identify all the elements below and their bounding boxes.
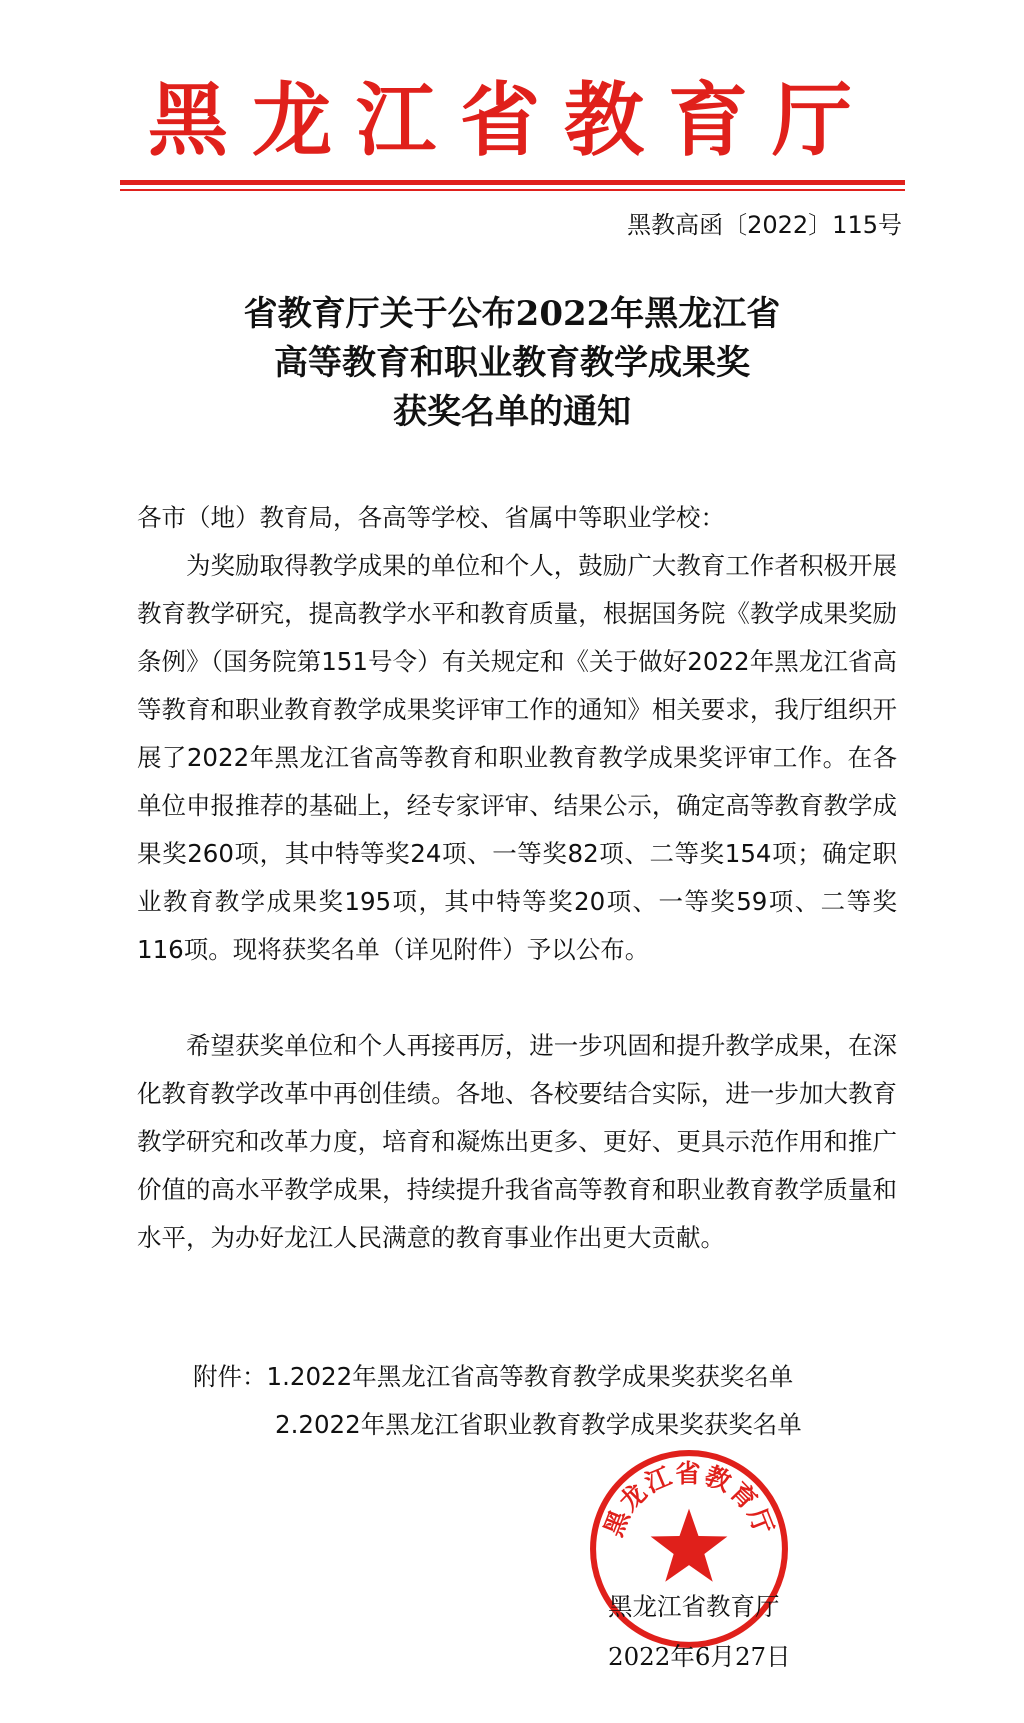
title-line-3: 获奖名单的通知: [393, 392, 631, 432]
body-paragraph-1: 为奖励取得教学成果的单位和个人，鼓励广大教育工作者积极开展教育教学研究，提高教学水平和教育质量，根据国务院《教学成果奖励条例》（国务院第151号令）有关规定和《关于做好2022年黑龙江省高等教育和职业教育教学成果奖评审工作的通知》相关要求，我厅组织开展了2022年黑龙江省高等教育和职业教育教学成果奖评审工作。在各单位申报推荐的基础上，经专家评审、结果公示，确定高等教育教学成果奖260项，其中特等奖24项、一等奖82项、二等奖154项；确定职业教育教学成果奖195项，其中特等奖20项、一等奖59项、二等奖116项。现将获奖名单（详见附件）予以公布。: [137, 551, 897, 964]
title-line-2: 高等教育和职业教育教学成果奖: [274, 343, 750, 383]
masthead-rule-thin: [120, 189, 905, 191]
attachments-label: 附件：: [193, 1362, 267, 1391]
masthead-rule-thick: [120, 180, 905, 185]
attachment-item-2: 2.2022年黑龙江省职业教育教学成果奖获奖名单: [275, 1410, 802, 1439]
attachment-line-1: [193, 1353, 802, 1401]
signature-organization: 黑龙江省教育厅: [608, 1592, 780, 1621]
document-number: 黑教高函〔2022〕115号: [627, 211, 902, 239]
document-title: [0, 290, 1024, 437]
masthead-title: 黑龙江省教育厅: [148, 73, 876, 167]
addressee: 各市（地）教育局，各高等学校、省属中等职业学校：: [137, 503, 725, 532]
attachment-item-1: 1.2022年黑龙江省高等教育教学成果奖获奖名单: [266, 1362, 794, 1391]
signature-date: 2022年6月27日: [608, 1642, 791, 1671]
seal-text: 黑龙江省教育厅: [597, 1457, 781, 1541]
body-paragraph-2: 希望获奖单位和个人再接再厉，进一步巩固和提升教学成果，在深化教育教学改革中再创佳绩。各地、各校要结合实际，进一步加大教育教学研究和改革力度，培育和凝炼出更多、更好、更具示范作用和推广价值的高水平教学成果，持续提升我省高等教育和职业教育教学质量和水平，为办好龙江人民满意的教育事业作出更大贡献。: [137, 1031, 897, 1252]
title-line-1: 省教育厅关于公布2022年黑龙江省: [243, 294, 781, 334]
attachments: [193, 1353, 802, 1449]
star-icon: [651, 1509, 728, 1582]
attachment-line-2: [193, 1401, 802, 1449]
